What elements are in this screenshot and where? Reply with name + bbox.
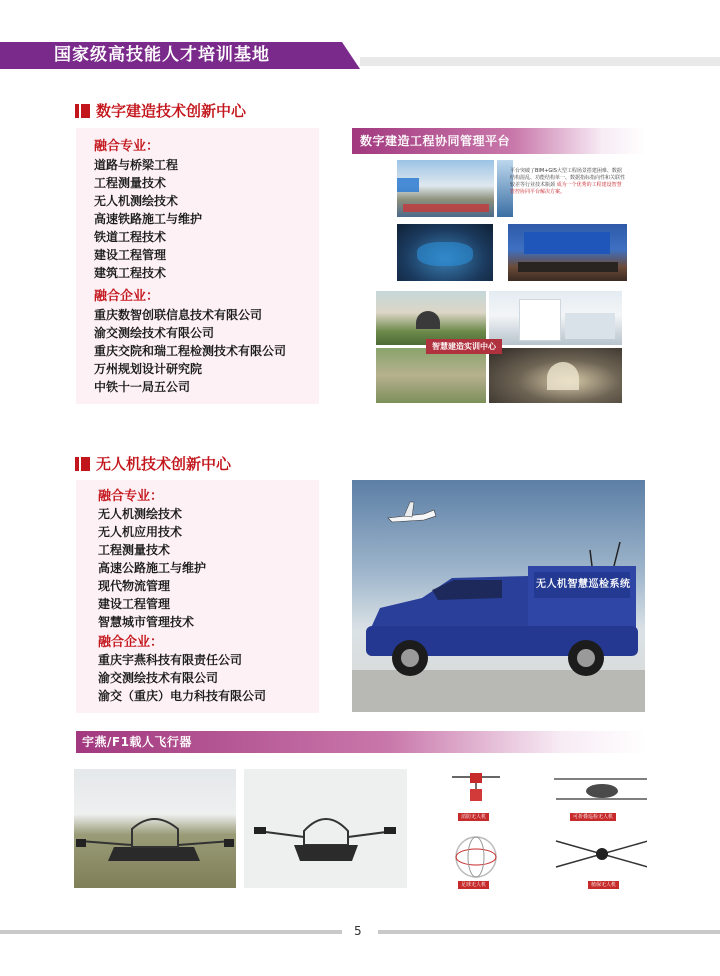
- platform-caption-bar: [352, 128, 646, 154]
- manned-aircraft-ground-image: [74, 769, 236, 888]
- majors-list: [98, 505, 206, 631]
- list-item: 高速铁路施工与维护: [94, 212, 203, 226]
- list-item: 智慧城市管理技术: [98, 615, 195, 629]
- truck-system-label: 无人机智慧巡检系统: [536, 579, 631, 590]
- companies-list: [94, 306, 286, 396]
- training-building-image: [489, 291, 622, 345]
- page-title: 国家级高技能人才培训基地: [54, 45, 270, 65]
- aircraft-caption-bar: [76, 731, 646, 753]
- list-item: 建设工程管理: [98, 597, 171, 611]
- drone-label: 可折叠巡检无人机: [570, 813, 616, 821]
- list-item: 无人机测绘技术: [94, 194, 179, 208]
- truck-illustration: [352, 480, 645, 712]
- section-title-digital-construction: 数字建造技术创新中心: [96, 102, 247, 120]
- agri-drone-icon: [556, 841, 647, 867]
- bridge-site-image: [397, 160, 494, 217]
- tunnel-site-image: [376, 291, 486, 345]
- list-item: 重庆数智创联信息技术有限公司: [94, 308, 263, 322]
- companies-list: [98, 651, 266, 705]
- majors-list: [94, 156, 202, 282]
- list-item: 现代物流管理: [98, 579, 171, 593]
- page-number: 5: [354, 924, 362, 938]
- majors-label: 融合专业：: [94, 139, 160, 154]
- list-item: 工程测量技术: [98, 543, 171, 557]
- cage-drone-icon: [456, 837, 496, 877]
- meeting-room-image: [508, 224, 627, 281]
- drone-grid-illustration: [444, 769, 647, 889]
- drone-inspection-truck-image: [352, 480, 645, 712]
- training-center-label: 智慧建造实训中心: [426, 339, 502, 354]
- section-title-drone-tech: 无人机技术创新中心: [96, 455, 232, 473]
- manned-aircraft-flight-image: [244, 769, 407, 888]
- list-item: 中铁十一局五公司: [94, 380, 191, 394]
- list-item: 建设工程管理: [94, 248, 167, 262]
- footer-rule-right: [378, 930, 720, 934]
- section-marker-icon: [75, 104, 90, 118]
- inspection-drone-icon: [554, 779, 647, 799]
- list-item: 渝交（重庆）电力科技有限公司: [98, 689, 267, 703]
- drone-label: 足球无人机: [458, 881, 489, 889]
- list-item: 建筑工程技术: [94, 266, 167, 280]
- fire-drone-icon: [452, 773, 500, 801]
- majors-label: 融合专业：: [98, 489, 164, 504]
- drone-label: 植保无人机: [588, 881, 619, 889]
- platform-description-p1: 平台突破了BIM+GIS大型工程场景搭建困难、数据结构混乱、功能结构单一、数据指标指向性和关联性较差等行业技术瓶颈: [510, 168, 626, 188]
- footer-rule-left: [0, 930, 342, 934]
- platform-description-p2: 成为一个优秀的工程建设智慧管控协同平台解决方案。: [510, 182, 622, 195]
- platform-caption: 数字建造工程协同管理平台: [360, 134, 511, 148]
- list-item: 工程测量技术: [94, 176, 167, 190]
- header-rule: [360, 57, 720, 66]
- list-item: 无人机应用技术: [98, 525, 183, 539]
- drone-label: 消防无人机: [458, 813, 489, 821]
- aircraft-ground-illustration: [74, 769, 236, 888]
- list-item: 铁道工程技术: [94, 230, 167, 244]
- list-item: 渝交测绘技术有限公司: [98, 671, 219, 685]
- platform-description: [510, 168, 626, 216]
- drone-grid: [444, 769, 647, 889]
- list-item: 高速公路施工与维护: [98, 561, 207, 575]
- list-item: 重庆宇燕科技有限责任公司: [98, 653, 243, 667]
- list-item: 万州规划设计研究院: [94, 362, 203, 376]
- list-item: 道路与桥梁工程: [94, 158, 179, 172]
- list-item: 渝交测绘技术有限公司: [94, 326, 215, 340]
- list-item: 重庆交院和瑞工程检测技术有限公司: [94, 344, 287, 358]
- road-model-image: [376, 348, 486, 403]
- aircraft-flight-illustration: [244, 769, 407, 888]
- tunnel-interior-image: [489, 348, 622, 403]
- companies-label: 融合企业：: [94, 289, 160, 304]
- section-marker-icon: [75, 457, 90, 471]
- digital-twin-screen-image: [397, 224, 493, 281]
- drone-tech-card: [76, 480, 319, 713]
- companies-label: 融合企业：: [98, 635, 164, 650]
- aircraft-caption: 宇燕/F1载人飞行器: [82, 735, 192, 749]
- list-item: 无人机测绘技术: [98, 507, 183, 521]
- digital-construction-card: [76, 128, 319, 404]
